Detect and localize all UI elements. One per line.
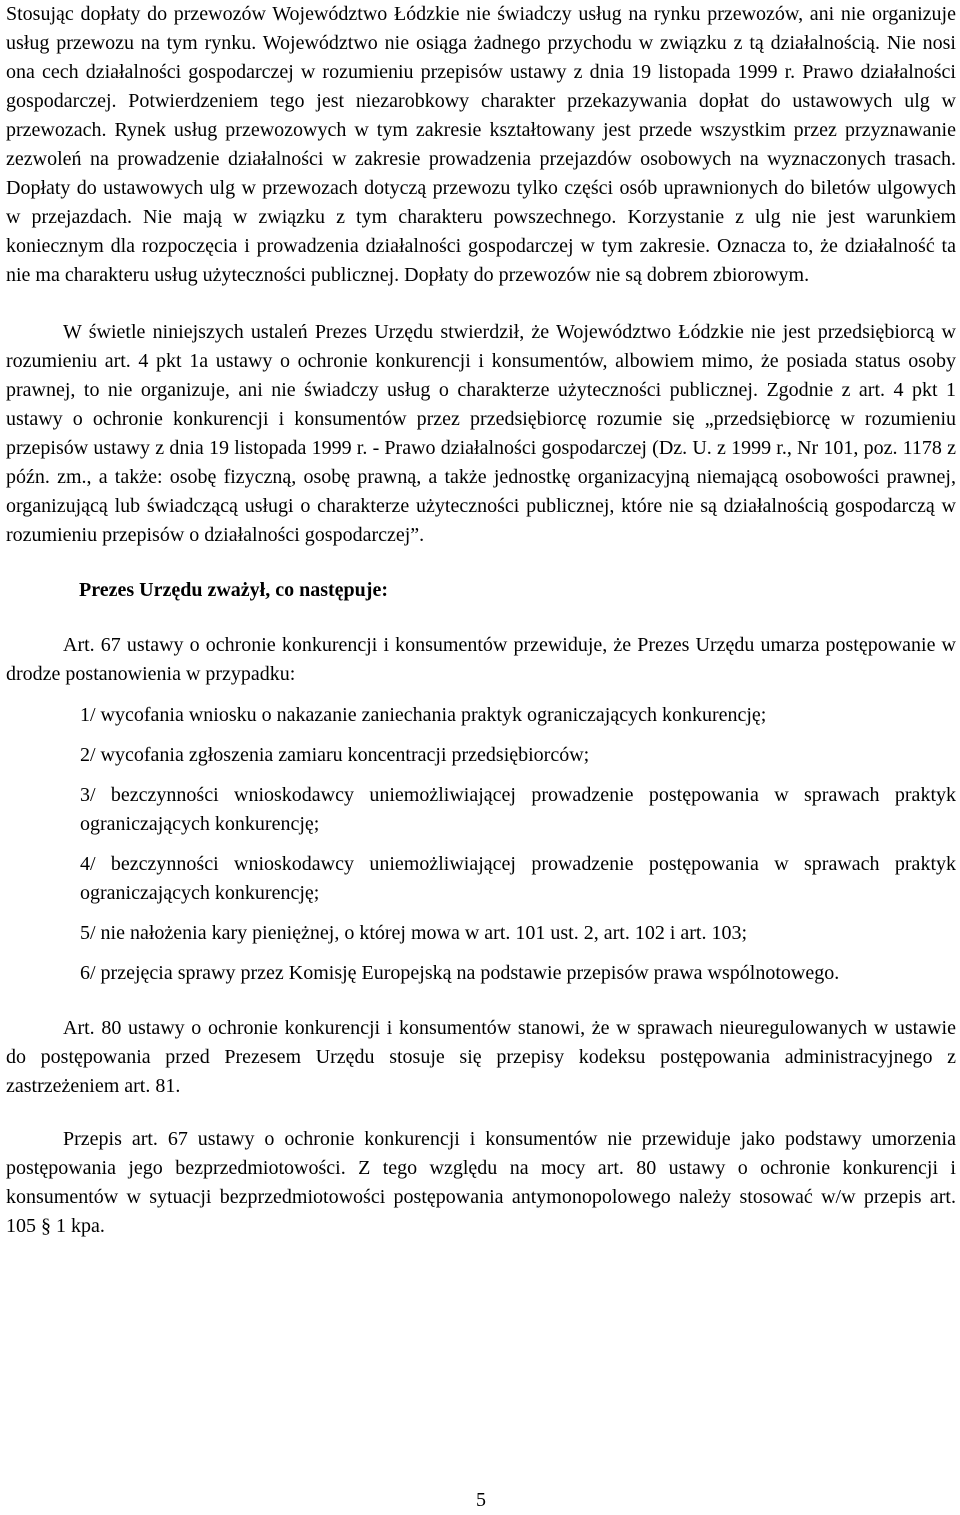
paragraph-body-3: Art. 67 ustawy o ochronie konkurencji i konsumentów przewiduje, że Prezes Urzędu umarza postępowanie w drodze postanowienia w przypadku: xyxy=(6,634,956,685)
section-heading: Prezes Urzędu zważył, co następuje: xyxy=(79,579,388,601)
paragraph-body-1: Stosując dopłaty do przewozów Województwo Łódzkie nie świadczy usług na rynku przewozów, ani nie organizuje usług przewozu na tym rynku. Województwo nie osiąga żadnego przychodu w związku z tą działalnością. Nie nosi ona cech działalności gospodarczej w rozumieniu przepisów ustawy z dnia 19 listopada 1999 r. Prawo działalności gospodarczej. Potwierdzeniem tego jest niezarobkowy charakter przekazywania dopłat do ustawowych ulg w przewozach. Rynek usług przewozowych w tym zakresie kształtowany jest przede wszystkim przez przyznawanie zezwoleń na prowadzenie działalności w zakresie prowadzenia przejazdów osobowych na wyznaczonych trasach. Dopłaty do ustawowych ulg w przewozach dotyczą przewozu tylko części osób uprawnionych do biletów ulgowych w przejazdach. Nie mają w związku z tym charakteru powszechnego. Korzystanie z ulg nie jest warunkiem koniecznym dla rozpoczęcia i prowadzenia działalności gospodarczej w tym zakresie. Oznacza to, że działalność ta nie ma charakteru usług użyteczności publicznej. Dopłaty do przewozów nie są dobrem zbiorowym. xyxy=(6,3,956,286)
paragraph-body-2: W świetle niniejszych ustaleń Prezes Urzędu stwierdził, że Województwo Łódzkie nie jest przedsiębiorcą w rozumieniu art. 4 pkt 1a ustawy o ochronie konkurencji i konsumentów, albowiem mimo, że posiada status osoby prawnej, to nie organizuje, ani nie świadczy usług o charakterze użyteczności publicznej. Zgodnie z art. 4 pkt 1 ustawy o ochronie konkurencji i konsumentów przez przedsiębiorcę rozumie się „przedsiębiorcę w rozumieniu przepisów ustawy z dnia 19 listopada 1999 r. - Prawo działalności gospodarczej (Dz. U. z 1999 r., Nr 101, poz. 1178 z późn. zm., a także: osobę fizyczną, osobę prawną, a także jednostkę organizacyjną niemającą osobowości prawnej, organizującą lub świadczącą usługi o charakterze użyteczności publicznej, które nie są działalnością gospodarczą w rozumieniu przepisów o działalności gospodarczej”. xyxy=(6,321,956,546)
list-item: 1/ wycofania wniosku o nakazanie zaniechania praktyk ograniczających konkurencję; xyxy=(80,704,767,726)
list-item: 3/ bezczynności wnioskodawcy uniemożliwiającej prowadzenie postępowania w sprawach praktyk ograniczających konkurencję; xyxy=(80,784,956,835)
list-item: 6/ przejęcia sprawy przez Komisję Europejską na podstawie przepisów prawa wspólnotowego. xyxy=(80,962,840,984)
paragraph-body-4: Art. 80 ustawy o ochronie konkurencji i konsumentów stanowi, że w sprawach nieuregulowanych w ustawie do postępowania przed Prezesem Urzędu stosuje się przepisy kodeksu postępowania administracyjnego z zastrzeżeniem art. 81. xyxy=(6,1017,956,1097)
list-item: 5/ nie nałożenia kary pieniężnej, o której mowa w art. 101 ust. 2, art. 102 i art. 103; xyxy=(80,922,748,944)
list-item: 2/ wycofania zgłoszenia zamiaru koncentracji przedsiębiorców; xyxy=(80,744,590,766)
document-page xyxy=(6,0,956,1514)
page-number: 5 xyxy=(476,1489,486,1511)
case-list xyxy=(6,701,956,988)
list-item: 4/ bezczynności wnioskodawcy uniemożliwiającej prowadzenie postępowania w sprawach praktyk ograniczających konkurencję; xyxy=(80,853,956,904)
paragraph-body-5: Przepis art. 67 ustawy o ochronie konkurencji i konsumentów nie przewiduje jako podstawy umorzenia postępowania jego bezprzedmiotowości. Z tego względu na mocy art. 80 ustawy o ochronie konkurencji i konsumentów w sytuacji bezprzedmiotowości postępowania antymonopolowego należy stosować w/w przepis art. 105 § 1 kpa. xyxy=(6,1128,956,1237)
